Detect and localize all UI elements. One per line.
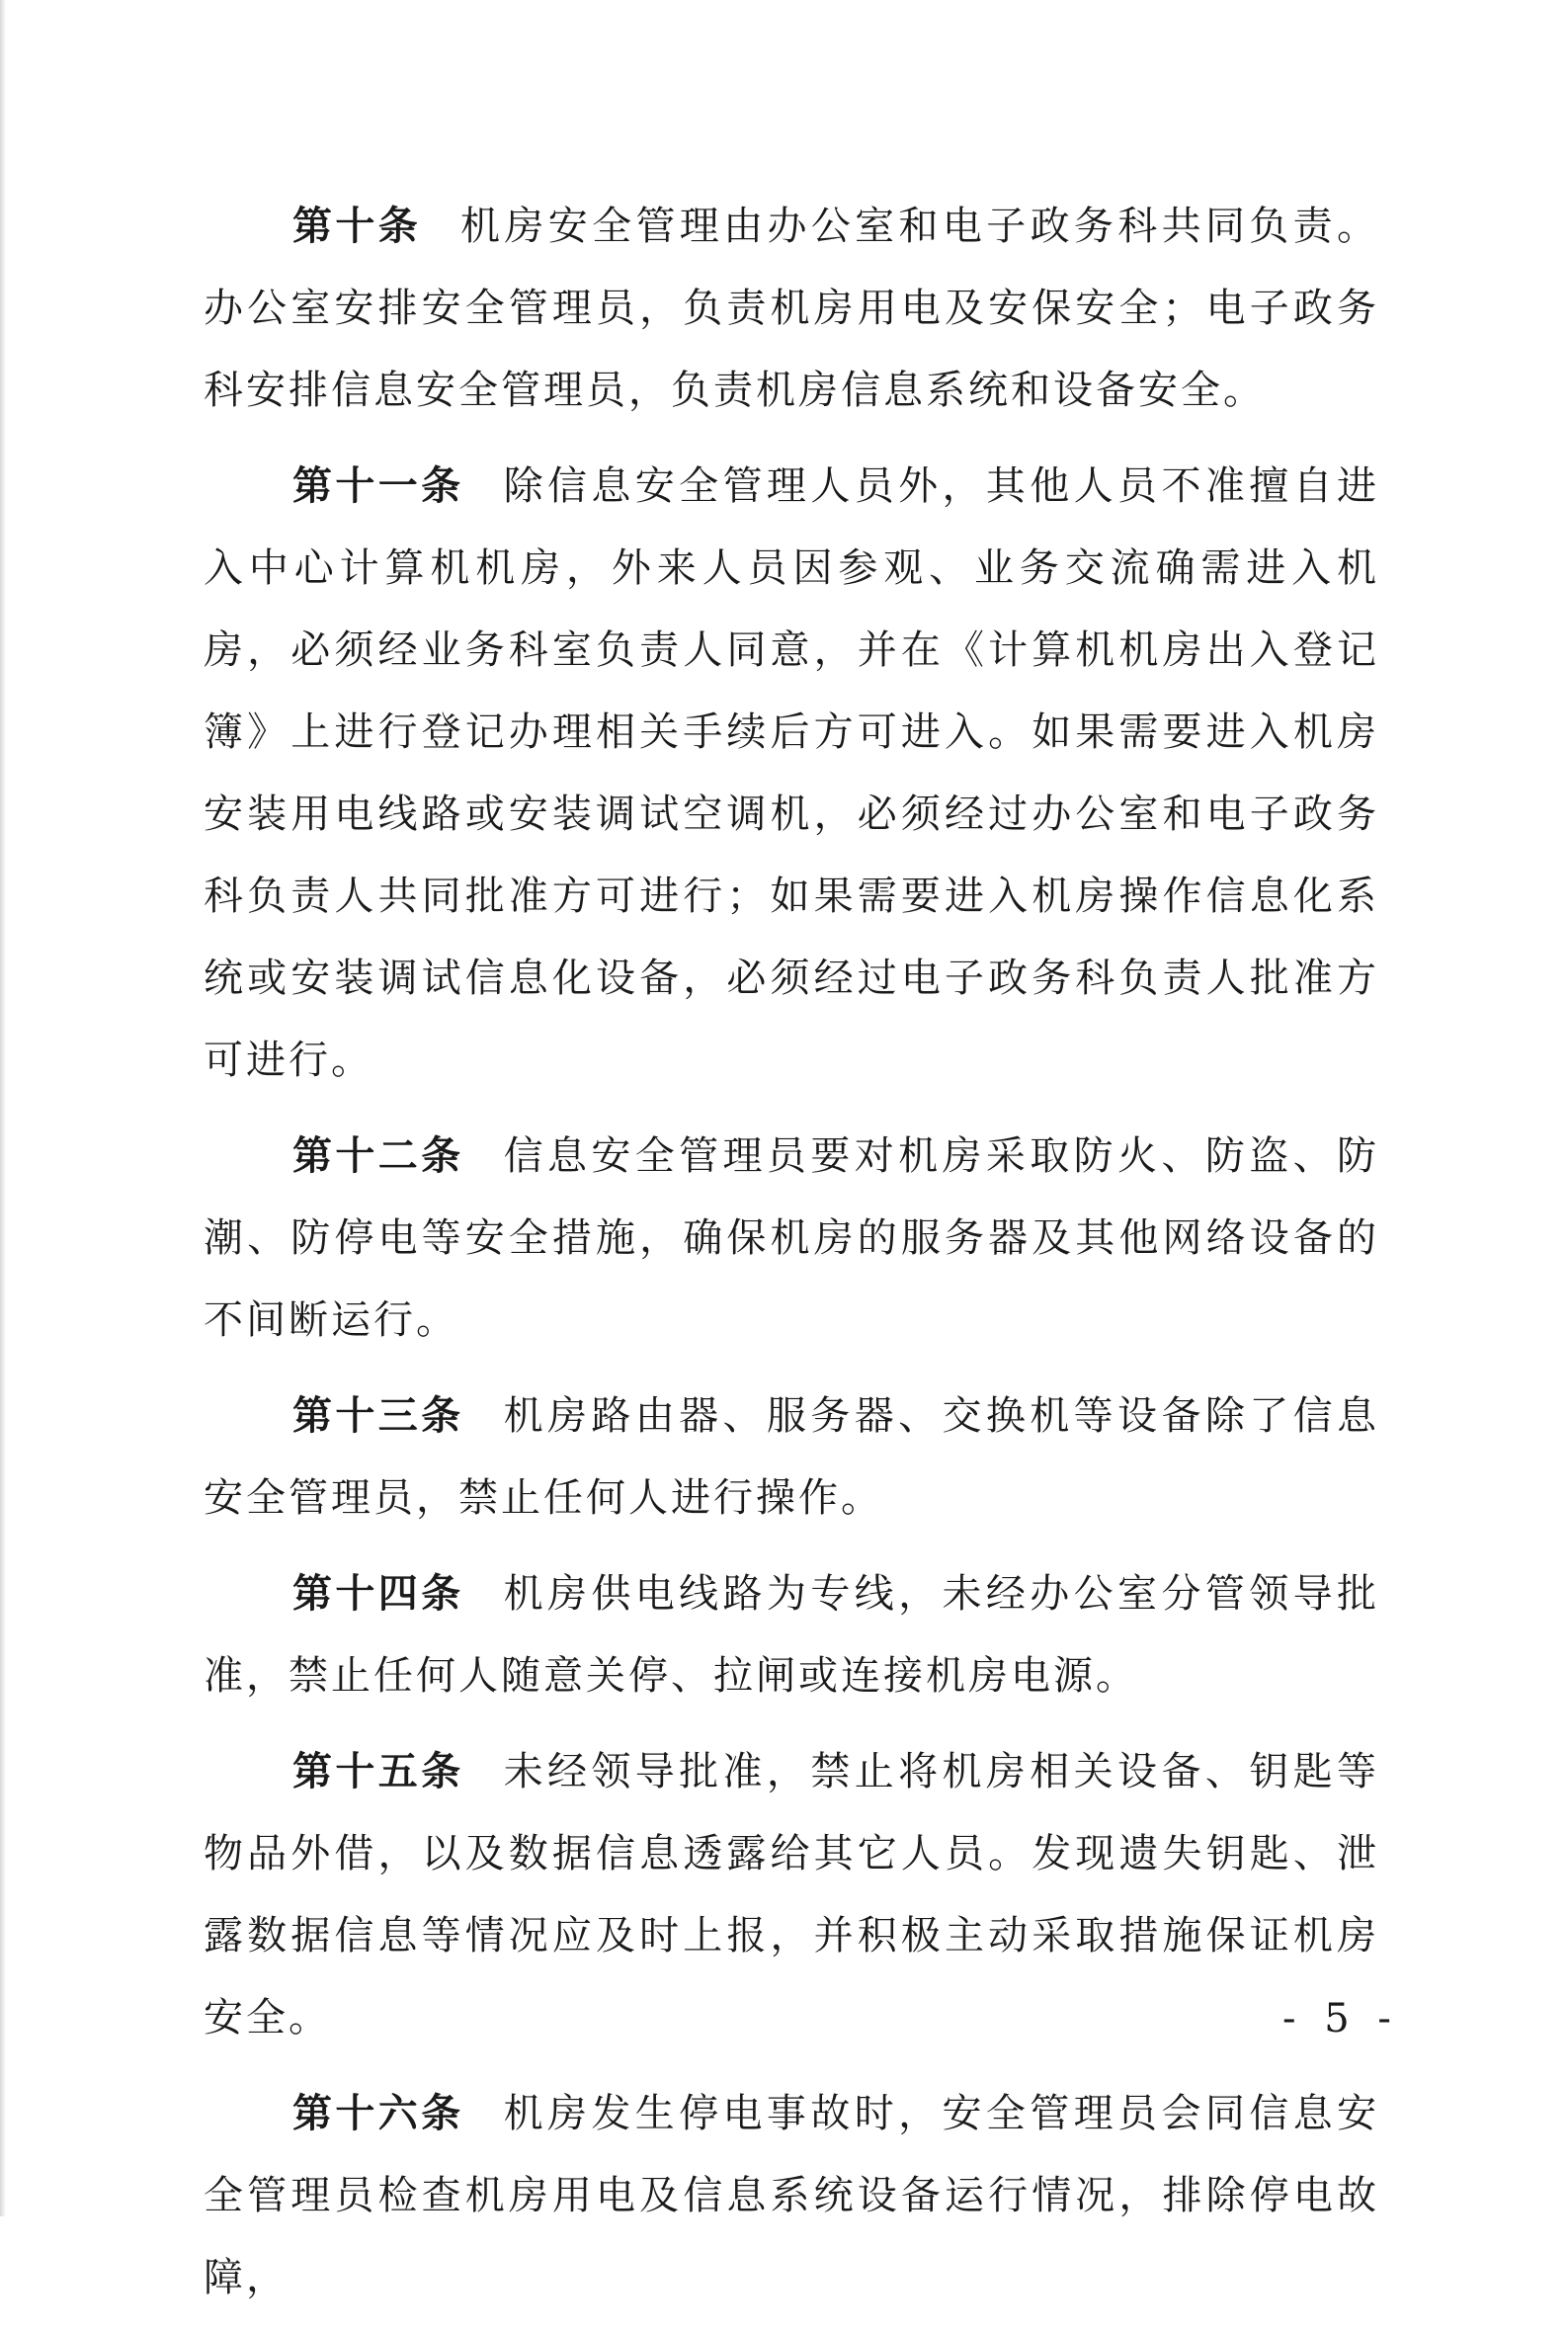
clause-text: 除信息安全管理人员外，其他人员不准擅自进入中心计算机机房，外来人员因参观、业务交流确需进入机房，必须经业务科室负责人同意，并在《计算机机房出入登记簿》上进行登记办理相关手续后方可进入。如果需要进入机房安装用电线路或安装调试空调机，必须经过办公室和电子政务科负责人共同批准方可进行；如果需要进入机房操作信息化系统或安装调试信息化设备，必须经过电子政务科负责人批准方可进行。 <box>204 463 1380 1083</box>
clause-text: 机房发生停电事故时，安全管理员会同信息安全管理员检查机房用电及信息系统设备运行情况，排除停电故障， <box>204 2091 1380 2300</box>
clause-number: 第十条 <box>292 204 422 249</box>
clause-number: 第十二条 <box>292 1133 464 1179</box>
scan-edge <box>0 0 6 2216</box>
clause-11 <box>204 446 1379 1102</box>
clause-text: 机房安全管理由办公室和电子政务科共同负责。办公室安排安全管理员，负责机房用电及安保安全；电子政务科安排信息安全管理员，负责机房信息系统和设备安全。 <box>204 204 1380 413</box>
clause-12 <box>204 1116 1379 1362</box>
clause-text: 机房供电线路为专线，未经办公室分管领导批准，禁止任何人随意关停、拉闸或连接机房电源。 <box>204 1571 1380 1699</box>
clause-15 <box>204 1731 1379 2059</box>
clause-number: 第十四条 <box>292 1571 464 1617</box>
clause-text: 机房路由器、服务器、交换机等设备除了信息安全管理员，禁止任何人进行操作。 <box>204 1393 1380 1521</box>
clause-number: 第十三条 <box>292 1393 464 1439</box>
clause-13 <box>204 1375 1379 1540</box>
page-number: - 5 - <box>1282 1996 1399 2041</box>
clause-10 <box>204 186 1379 432</box>
clause-text: 信息安全管理员要对机房采取防火、防盗、防潮、防停电等安全措施，确保机房的服务器及其他网络设备的不间断运行。 <box>204 1133 1380 1343</box>
clause-14 <box>204 1553 1379 1717</box>
clause-text: 未经领导批准，禁止将机房相关设备、钥匙等物品外借，以及数据信息透露给其它人员。发现遗失钥匙、泄露数据信息等情况应及时上报，并积极主动采取措施保证机房安全。 <box>204 1749 1380 2041</box>
clause-number: 第十五条 <box>292 1749 464 1794</box>
clause-16 <box>204 2073 1379 2319</box>
document-body <box>204 186 1379 2333</box>
clause-number: 第十六条 <box>292 2091 464 2136</box>
clause-number: 第十一条 <box>292 463 464 509</box>
